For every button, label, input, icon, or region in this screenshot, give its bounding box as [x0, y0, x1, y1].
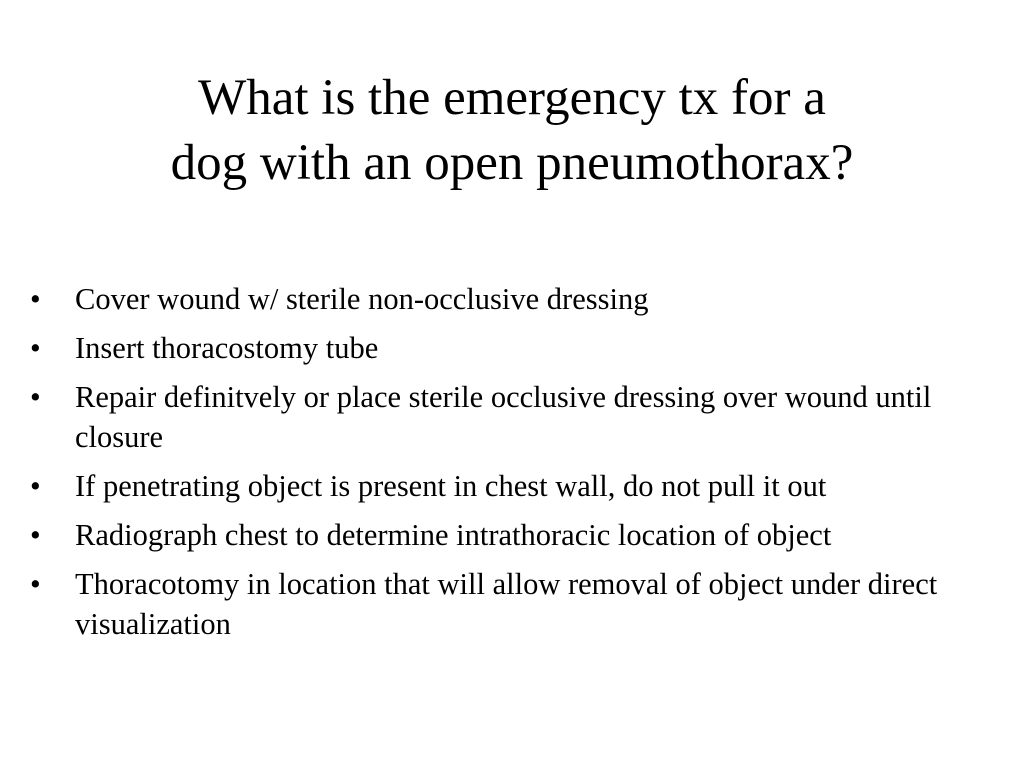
bullet-item [30, 377, 1005, 457]
slide-title-line-1: What is the emergency tx for a [198, 70, 826, 126]
bullet-item [30, 564, 1005, 644]
slide-title-line-2: dog with an open pneumothorax? [170, 135, 854, 191]
bullet-text: If penetrating object is present in chest wall, do not pull it out [75, 469, 827, 503]
bullet-item [30, 515, 1005, 555]
bullet-text: Cover wound w/ sterile non-occlusive dressing [75, 282, 649, 316]
slide-title [0, 66, 1024, 196]
bullet-marker: • [30, 331, 41, 365]
bullet-item [30, 466, 1005, 506]
bullet-marker: • [30, 469, 41, 503]
bullet-item [30, 328, 1005, 368]
bullet-item [30, 279, 1005, 319]
bullet-marker: • [30, 380, 41, 414]
bullet-text: Radiograph chest to determine intrathoracic location of object [75, 518, 832, 552]
bullet-list [30, 279, 1005, 653]
bullet-text: Insert thoracostomy tube [75, 331, 379, 365]
bullet-text: Repair definitvely or place sterile occlusive dressing over wound until closure [75, 380, 932, 454]
bullet-marker: • [30, 567, 41, 601]
bullet-marker: • [30, 518, 41, 552]
bullet-marker: • [30, 282, 41, 316]
bullet-text: Thoracotomy in location that will allow removal of object under direct visualization [75, 567, 938, 641]
